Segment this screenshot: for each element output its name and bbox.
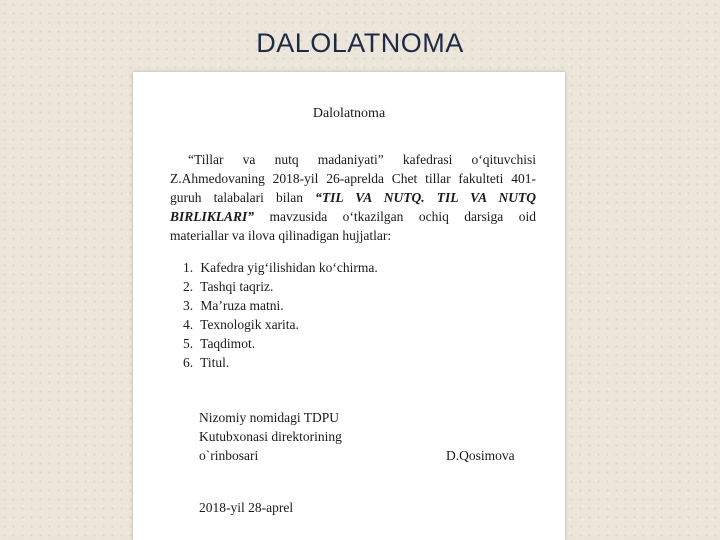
signature-line-1: Nizomiy nomidagi TDPU [199,410,339,425]
list-item: 5. Taqdimot. [183,336,256,351]
body-line-3 [170,188,536,207]
list-item: 3. Ma’ruza matni. [183,298,284,313]
list-item: 6. Titul. [183,355,230,370]
signature-line-3: o`rinbosari [199,448,259,463]
body-line-2: Z.Ahmedovaning 2018-yil 26-aprelda Chet tillar fakulteti 401- [170,171,536,186]
document-body [170,150,536,245]
document-heading: Dalolatnoma [312,106,386,121]
slide-title: DALOLATNOMA [256,28,464,58]
body-line-5: materiallar va ilova qilinadigan hujjatlar: [170,228,392,243]
list-item: 1. Kafedra yig‘ilishidan ko‘chirma. [183,260,378,275]
body-line-3-text: guruh talabalari bilan [170,190,303,205]
list-item: 2. Tashqi taqriz. [183,279,274,294]
attachments-list [183,258,378,372]
signatory-name: D.Qosimova [446,448,515,463]
list-item: 4. Texnologik xarita. [183,317,299,332]
body-line-4-text: mavzusida o‘tkazilgan ochiq darsiga oid [254,209,536,224]
signature-line-2: Kutubxonasi direktorining [199,429,342,444]
signature-block [199,408,342,465]
scanned-document [133,72,565,540]
document-date: 2018-yil 28-aprel [199,500,294,515]
body-line-4 [170,207,536,226]
topic-title-part2: BIRLIKLARI” [170,209,255,224]
topic-title-part1: “TIL VA NUTQ. TIL VA NUTQ [315,190,536,205]
body-line-1: “Tillar va nutq madaniyati” kafedrasi o‘qituvchisi [188,152,536,167]
